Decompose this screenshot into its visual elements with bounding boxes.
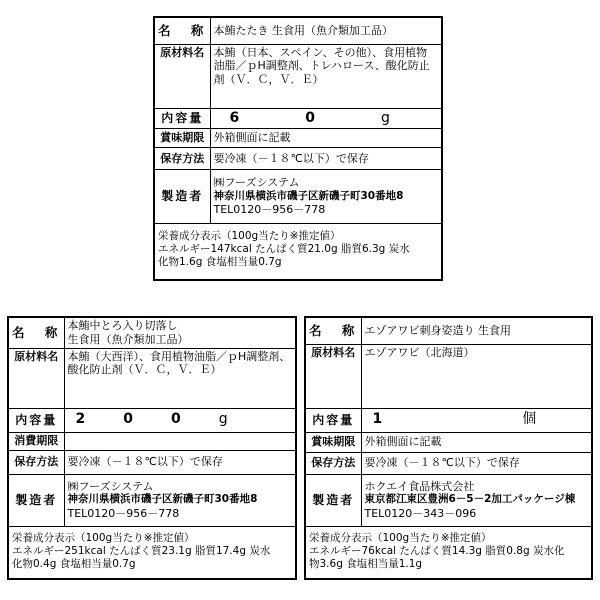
maker-company: ㈱フーズシステム bbox=[213, 176, 300, 190]
storage-value: 要冷凍（－１８℃以下）で保存 bbox=[361, 452, 591, 474]
name-label: 名 称 bbox=[9, 318, 64, 348]
maker-label: 製造者 bbox=[155, 170, 210, 224]
storage-value: 要冷凍（－１８℃以下）で保存 bbox=[210, 148, 441, 170]
nutrition-line: エネルギー147kcal たんぱく質21.0g 脂質6.3g 炭水 bbox=[158, 243, 410, 256]
name-label: 名 称 bbox=[306, 318, 361, 344]
ingredients-label: 原材料名 bbox=[306, 344, 361, 408]
expiry-value: 外箱側面に記載 bbox=[210, 129, 441, 148]
maker-address: 神奈川県横浜市磯子区新磯子町30番地8 bbox=[213, 189, 404, 202]
storage-value: 要冷凍（－１８℃以下）で保存 bbox=[64, 450, 295, 474]
nutrition-line: エネルギー76kcal たんぱく質14.3g 脂質0.8g 炭水化 bbox=[309, 544, 565, 557]
name-value bbox=[64, 318, 295, 348]
maker-tel: TEL0120－956－778 bbox=[67, 506, 180, 520]
ingredients-value: 本鮪（日本、スペイン、その他）、食用植物油脂／ｐH調整剤、トレハロース、酸化防止剤（Ｖ．Ｃ，Ｖ．Ｅ） bbox=[210, 44, 441, 108]
capacity-value bbox=[210, 108, 441, 129]
name-value: エゾアワビ刺身姿造り 生食用 bbox=[361, 318, 591, 344]
maker-company: ホクエイ食品株式会社 bbox=[364, 479, 475, 493]
storage-label: 保存方法 bbox=[155, 148, 210, 170]
name-value: 本鮪たたき 生食用（魚介類加工品） bbox=[210, 18, 441, 44]
label-tuna-chutoro bbox=[7, 316, 297, 580]
expiry-label: 賞味期限 bbox=[155, 129, 210, 148]
maker-label: 製造者 bbox=[306, 474, 361, 526]
name-value-line: 本鮪中とろ入り切落し bbox=[67, 319, 178, 332]
nutrition-line: エネルギー251kcal たんぱく質23.1g 脂質17.4g 炭水 bbox=[12, 544, 271, 557]
capacity-digit: 0 bbox=[123, 411, 133, 428]
maker-label: 製造者 bbox=[9, 474, 64, 526]
maker-tel: TEL0120－956－778 bbox=[213, 203, 326, 217]
ingredients-label: 原材料名 bbox=[155, 44, 210, 108]
capacity-digit: 2 bbox=[75, 411, 86, 428]
maker-info bbox=[64, 474, 295, 526]
maker-address: 神奈川県横浜市磯子区新磯子町30番地8 bbox=[67, 493, 258, 506]
nutrition-line: 化物1.6g 食塩相当量0.7g bbox=[158, 256, 282, 269]
capacity-unit: g bbox=[381, 109, 390, 126]
nutrition-facts bbox=[155, 224, 441, 276]
capacity-digit: 6 bbox=[229, 109, 240, 126]
nutrition-title: 栄養成分表示（100g当たり※推定値） bbox=[12, 531, 195, 544]
maker-info bbox=[210, 170, 441, 224]
maker-address: 東京都江東区豊洲6－5－2加工パッケージ棟 bbox=[364, 493, 576, 506]
capacity-value bbox=[64, 408, 295, 432]
label-abalone-sashimi bbox=[304, 316, 593, 580]
expiry-label: 消費期限 bbox=[9, 432, 64, 450]
ingredients-label: 原材料名 bbox=[9, 348, 64, 408]
capacity-number: 1 bbox=[372, 411, 383, 428]
capacity-value bbox=[361, 408, 591, 432]
capacity-digit: 0 bbox=[171, 411, 181, 428]
nutrition-facts bbox=[306, 526, 591, 576]
nutrition-line: 物3.6g 食塩相当量1.1g bbox=[309, 557, 423, 570]
capacity-unit: g bbox=[218, 411, 228, 428]
nutrition-line: 化物0.4g 食塩相当量0.7g bbox=[12, 557, 136, 570]
nutrition-facts bbox=[9, 526, 295, 576]
capacity-label: 内容量 bbox=[155, 108, 210, 129]
capacity-digit: 0 bbox=[305, 109, 315, 126]
expiry-value: 外箱側面に記載 bbox=[361, 432, 591, 452]
maker-info bbox=[361, 474, 591, 526]
capacity-label: 内容量 bbox=[306, 408, 361, 432]
name-label: 名 称 bbox=[155, 18, 210, 44]
capacity-unit: 個 bbox=[522, 411, 537, 428]
expiry-label: 賞味期限 bbox=[306, 432, 361, 452]
expiry-value bbox=[64, 432, 295, 450]
ingredients-value: 本鮪（大西洋）、食用植物油脂／ｐH調整剤、酸化防止剤（Ｖ．Ｃ，Ｖ．Ｅ） bbox=[64, 348, 295, 408]
storage-label: 保存方法 bbox=[306, 452, 361, 474]
capacity-label: 内容量 bbox=[9, 408, 64, 432]
nutrition-title: 栄養成分表示（100g当たり※推定値） bbox=[158, 230, 341, 243]
maker-company: ㈱フーズシステム bbox=[67, 479, 154, 493]
nutrition-title: 栄養成分表示（100g当たり※推定値） bbox=[309, 531, 492, 544]
label-tuna-tataki bbox=[153, 16, 443, 281]
maker-tel: TEL0120－343－096 bbox=[364, 506, 477, 520]
storage-label: 保存方法 bbox=[9, 450, 64, 474]
name-value-line: 生食用（魚介類加工品） bbox=[67, 332, 189, 346]
ingredients-value: エゾアワビ（北海道） bbox=[361, 344, 591, 408]
